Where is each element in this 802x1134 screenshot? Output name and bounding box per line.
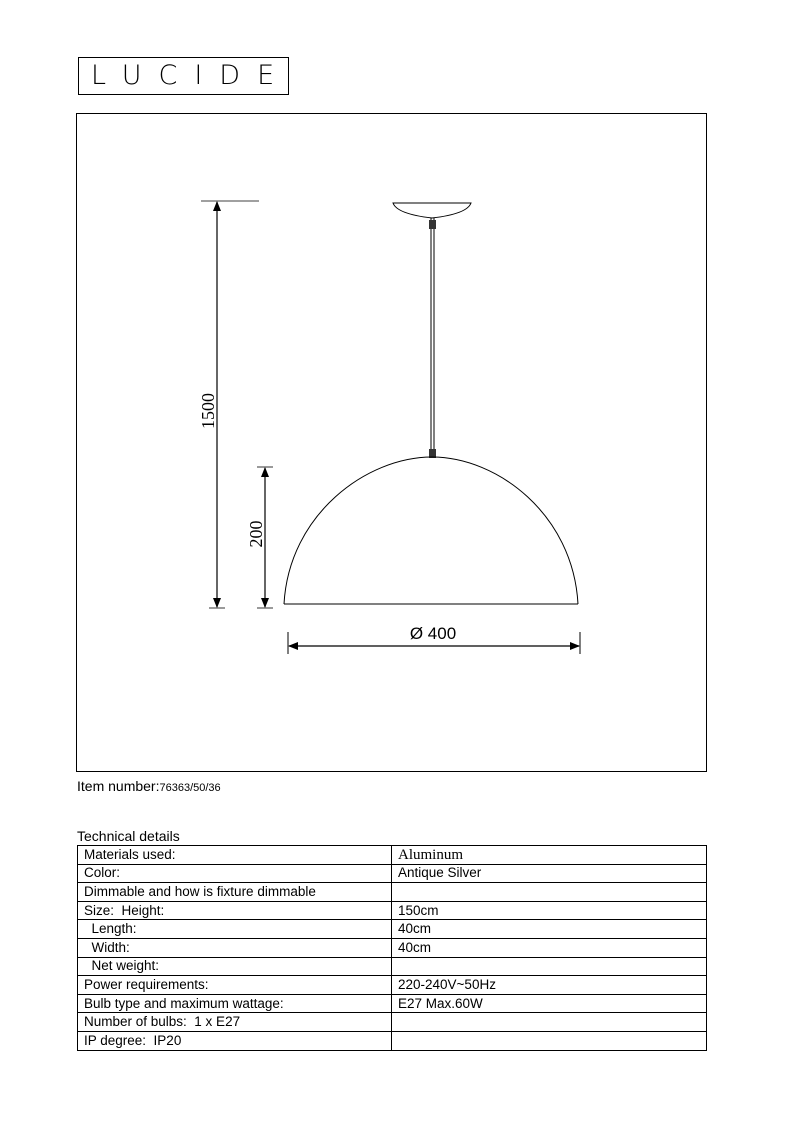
spec-label: Dimmable and how is fixture dimmable (78, 883, 392, 902)
spec-row-length (78, 920, 707, 939)
technical-details-table (77, 845, 707, 1051)
arrow-diameter-right (570, 642, 580, 650)
dim-label-shade-height: 200 (246, 520, 266, 548)
spec-label: Color: (78, 864, 392, 883)
item-number-label: Item number: (77, 778, 160, 794)
brand-logo (78, 57, 292, 95)
brand-logo-text: LUCIDE (91, 60, 292, 91)
spec-label: Length: (78, 920, 392, 939)
spec-row-height (78, 901, 707, 920)
spec-row-bulb-count (78, 1013, 707, 1032)
spec-value (392, 883, 707, 902)
pendant-lamp-drawing (77, 114, 708, 773)
spec-row-materials (78, 846, 707, 865)
arrow-shade-bottom (261, 598, 269, 608)
spec-label: IP degree: IP20 (78, 1031, 392, 1050)
spec-row-ip-degree (78, 1031, 707, 1050)
spec-row-width (78, 938, 707, 957)
spec-label: Power requirements: (78, 976, 392, 995)
dim-label-total-height: 1500 (198, 393, 218, 429)
arrow-total-bottom (213, 598, 221, 608)
spec-value: 40cm (392, 920, 707, 939)
dome-shade (284, 457, 578, 604)
technical-drawing-frame (76, 113, 707, 772)
spec-value: 40cm (392, 938, 707, 957)
arrow-shade-top (261, 467, 269, 477)
spec-value (392, 957, 707, 976)
cord-grip-top (429, 220, 436, 229)
spec-value: Antique Silver (392, 864, 707, 883)
technical-details-title: Technical details (77, 828, 180, 844)
spec-value (392, 1031, 707, 1050)
dim-label-diameter: Ø 400 (409, 624, 457, 643)
arrow-total-top (213, 201, 221, 211)
item-number-line (77, 778, 221, 794)
spec-label: Bulb type and maximum wattage: (78, 994, 392, 1013)
spec-label: Net weight: (78, 957, 392, 976)
spec-label: Size: Height: (78, 901, 392, 920)
spec-row-color (78, 864, 707, 883)
ceiling-canopy (393, 203, 471, 218)
spec-row-bulb-type (78, 994, 707, 1013)
spec-row-dimmable (78, 883, 707, 902)
spec-label: Width: (78, 938, 392, 957)
spec-value: 150cm (392, 901, 707, 920)
spec-value: 220-240V~50Hz (392, 976, 707, 995)
spec-value: Aluminum (392, 846, 707, 865)
item-number-value: 76363/50/36 (159, 782, 221, 794)
spec-value: E27 Max.60W (392, 994, 707, 1013)
spec-row-net-weight (78, 957, 707, 976)
arrow-diameter-left (288, 642, 298, 650)
spec-label: Materials used: (78, 846, 392, 865)
spec-label: Number of bulbs: 1 x E27 (78, 1013, 392, 1032)
spec-value (392, 1013, 707, 1032)
spec-row-power (78, 976, 707, 995)
